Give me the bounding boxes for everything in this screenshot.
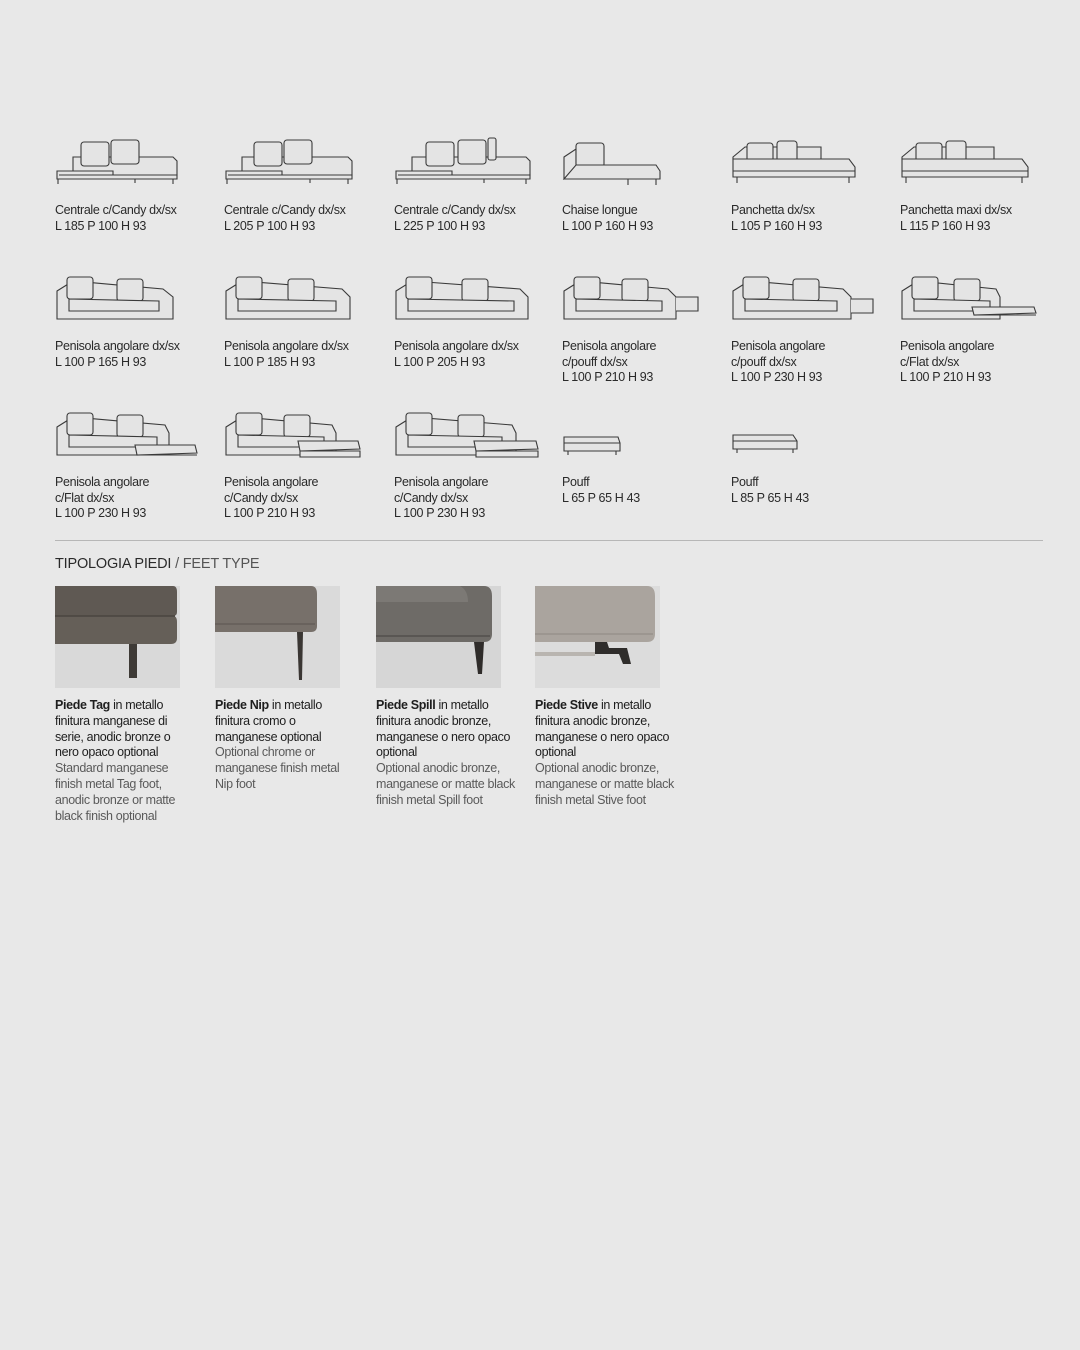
module-name: Penisola angolare c/pouff dx/sx (731, 339, 826, 369)
module-card (224, 271, 389, 370)
module-dimensions: L 65 P 65 H 43 (562, 490, 640, 505)
foot-desc-it: in metallo finitura manganese di serie, anodic bronze o nero opaco optional (55, 698, 171, 760)
foot-card-tag (55, 586, 195, 824)
foot-name: Piede Tag (55, 698, 110, 712)
module-card (394, 135, 559, 234)
penisola-angolare-flat-icon (55, 407, 205, 467)
foot-description (215, 698, 355, 793)
module-card (224, 407, 389, 522)
foot-desc-en: Standard manganese finish metal Tag foot, anodic bronze or matte black finish optional (55, 761, 176, 823)
feet-section-title (55, 556, 259, 572)
module-card (562, 135, 727, 234)
module-dimensions: L 100 P 165 H 93 (55, 354, 147, 369)
module-dimensions: L 100 P 230 H 93 (55, 506, 147, 521)
module-name: Panchetta dx/sx (731, 203, 815, 217)
panchetta-maxi-icon (900, 135, 1050, 195)
module-card (731, 271, 896, 386)
module-name: Centrale c/Candy dx/sx (224, 203, 346, 217)
foot-name: Piede Spill (376, 698, 436, 712)
panchetta-icon (731, 135, 881, 195)
tag-foot-photo (55, 586, 180, 688)
foot-desc-it: in metallo finitura cromo o manganese optional (215, 698, 322, 744)
penisola-angolare-flat-icon (900, 271, 1050, 331)
chaise-longue-icon (562, 135, 712, 195)
module-card (55, 271, 220, 370)
section-divider (55, 540, 1043, 541)
module-name: Centrale c/Candy dx/sx (394, 203, 516, 217)
penisola-angolare-icon (224, 271, 374, 331)
module-dimensions: L 100 P 185 H 93 (224, 354, 316, 369)
foot-description (535, 698, 675, 809)
module-name: Penisola angolare c/Flat dx/sx (900, 339, 995, 369)
module-dimensions: L 185 P 100 H 93 (55, 218, 147, 233)
penisola-angolare-candy-icon (224, 407, 374, 467)
module-dimensions: L 105 P 160 H 93 (731, 218, 823, 233)
module-dimensions: L 85 P 65 H 43 (731, 490, 809, 505)
module-card (900, 135, 1065, 234)
foot-desc-en: Optional anodic bronze, manganese or matte black finish metal Spill foot (376, 761, 515, 807)
module-card (394, 271, 559, 370)
penisola-angolare-icon (394, 271, 544, 331)
pouff-icon (562, 407, 712, 467)
module-card (394, 407, 559, 522)
penisola-angolare-pouff-icon (562, 271, 712, 331)
module-dimensions: L 100 P 160 H 93 (562, 218, 654, 233)
module-name: Penisola angolare dx/sx (394, 339, 519, 353)
module-dimensions: L 100 P 230 H 93 (394, 506, 486, 521)
foot-desc-it: in metallo finitura anodic bronze, manganese o nero opaco optional (376, 698, 511, 760)
module-card (731, 135, 896, 234)
modules-grid (55, 135, 1045, 543)
module-card (55, 407, 220, 522)
module-dimensions: L 205 P 100 H 93 (224, 218, 316, 233)
module-name: Pouff (731, 475, 759, 489)
module-dimensions: L 225 P 100 H 93 (394, 218, 486, 233)
foot-card-stive (535, 586, 675, 809)
module-dimensions: L 100 P 210 H 93 (224, 506, 316, 521)
sofa-centrale-candy-icon (394, 135, 544, 195)
nip-foot-photo (215, 586, 340, 688)
module-name: Penisola angolare c/pouff dx/sx (562, 339, 657, 369)
sofa-centrale-candy-icon (224, 135, 374, 195)
module-name: Pouff (562, 475, 590, 489)
foot-name: Piede Nip (215, 698, 269, 712)
feet-title-separator: / (171, 556, 183, 572)
foot-card-nip (215, 586, 355, 793)
module-dimensions: L 100 P 210 H 93 (900, 370, 992, 385)
module-name: Centrale c/Candy dx/sx (55, 203, 177, 217)
foot-name: Piede Stive (535, 698, 598, 712)
foot-card-spill (376, 586, 516, 809)
module-card (224, 135, 389, 234)
modules-row-2 (55, 271, 1045, 407)
foot-description (376, 698, 516, 809)
module-name: Panchetta maxi dx/sx (900, 203, 1012, 217)
feet-title-it: TIPOLOGIA PIEDI (55, 556, 172, 572)
pouff-icon (731, 407, 881, 467)
penisola-angolare-candy-icon (394, 407, 544, 467)
module-name: Penisola angolare c/Candy dx/sx (394, 475, 489, 505)
module-dimensions: L 115 P 160 H 93 (900, 218, 991, 233)
modules-row-3 (55, 407, 1045, 543)
module-name: Chaise longue (562, 203, 638, 217)
foot-desc-it: in metallo finitura anodic bronze, manganese o nero opaco optional (535, 698, 670, 760)
module-card (900, 271, 1065, 386)
module-card (731, 407, 896, 506)
module-dimensions: L 100 P 210 H 93 (562, 370, 654, 385)
module-card (562, 271, 727, 386)
module-name: Penisola angolare dx/sx (55, 339, 180, 353)
feet-title-en: FEET TYPE (182, 556, 260, 572)
penisola-angolare-icon (55, 271, 205, 331)
foot-description (55, 698, 195, 824)
stive-foot-photo (535, 586, 660, 688)
module-card (55, 135, 220, 234)
modules-row-1 (55, 135, 1045, 271)
foot-desc-en: Optional anodic bronze, manganese or matte black finish metal Stive foot (535, 761, 674, 807)
module-name: Penisola angolare dx/sx (224, 339, 349, 353)
foot-desc-en: Optional chrome or manganese finish metal Nip foot (215, 745, 340, 791)
sofa-centrale-candy-icon (55, 135, 205, 195)
penisola-angolare-pouff-icon (731, 271, 881, 331)
module-card (562, 407, 727, 506)
module-name: Penisola angolare c/Flat dx/sx (55, 475, 150, 505)
module-dimensions: L 100 P 205 H 93 (394, 354, 486, 369)
module-dimensions: L 100 P 230 H 93 (731, 370, 823, 385)
module-name: Penisola angolare c/Candy dx/sx (224, 475, 319, 505)
spill-foot-photo (376, 586, 501, 688)
